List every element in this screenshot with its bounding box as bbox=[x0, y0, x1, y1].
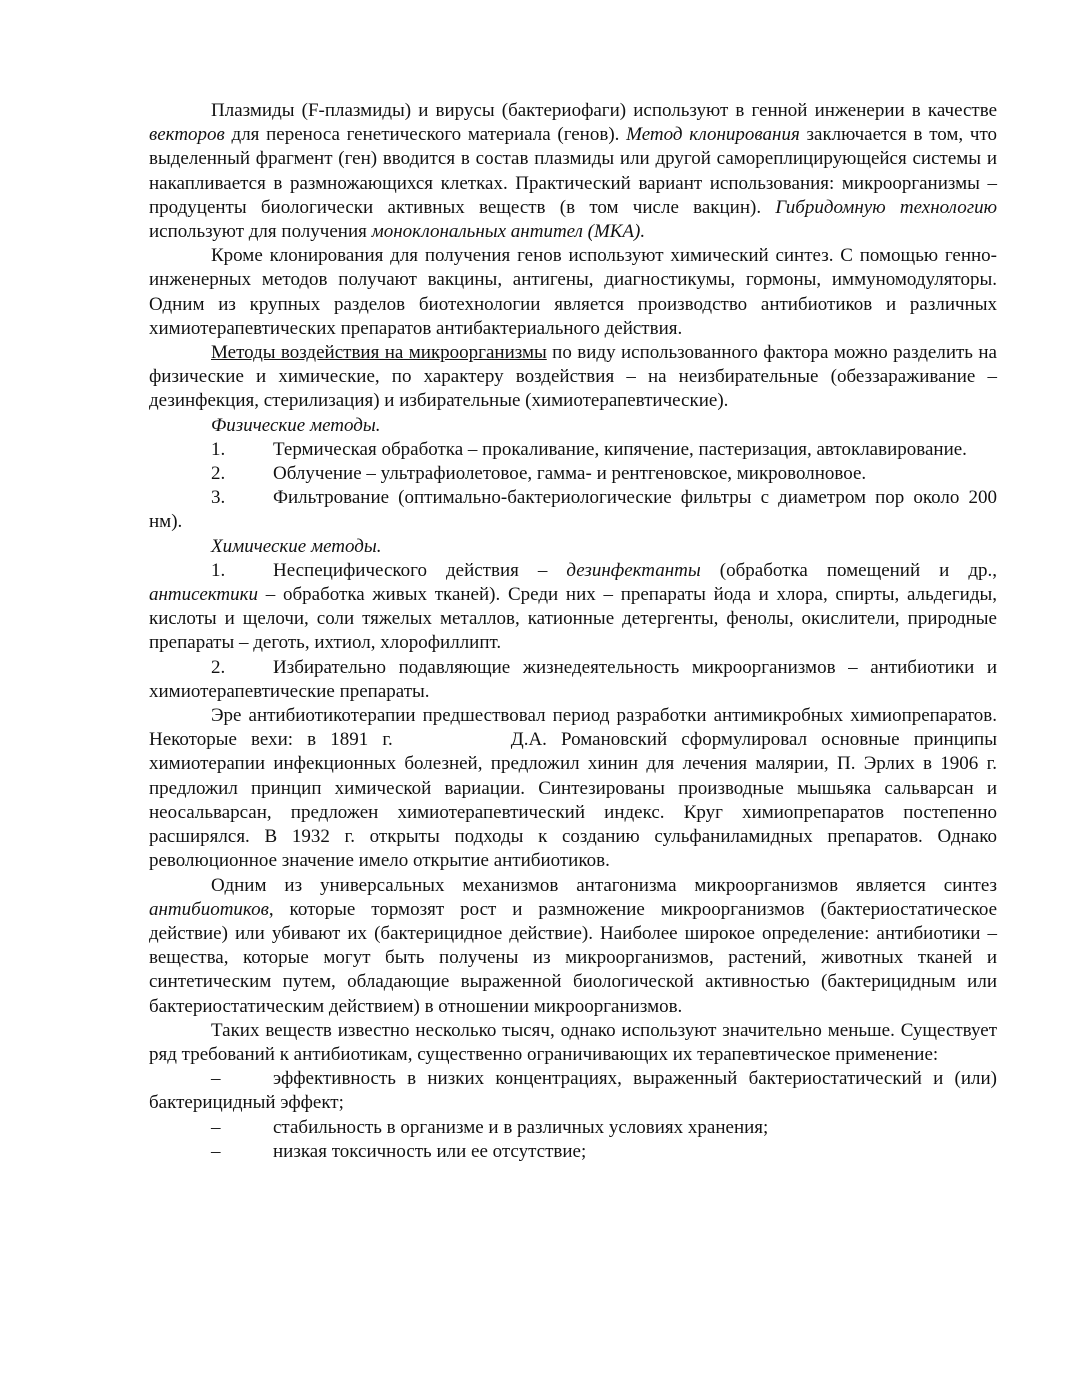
list-text: Термическая обработка – прокаливание, кипячение, пастеризация, автоклавирование. bbox=[273, 438, 967, 460]
text-run: Плазмиды (F-плазмиды) и вирусы (бактериофаги) используют в генной инженерии в качестве bbox=[211, 100, 997, 121]
list-text: эффективность в низких концентрациях, выраженный бактериостатический и (или) бактерицидный эффект; bbox=[149, 1068, 997, 1114]
italic-term: Гибридомную технологию bbox=[775, 196, 997, 218]
dash-marker: – bbox=[211, 1116, 221, 1138]
list-item bbox=[149, 462, 997, 486]
dash-list-item bbox=[149, 1116, 997, 1140]
heading-physical-methods: Физические методы. bbox=[211, 414, 381, 436]
list-text: Облучение – ультрафиолетовое, гамма- и рентгеновское, микроволновое. bbox=[273, 463, 867, 485]
text-run: используют для получения bbox=[149, 221, 372, 243]
italic-term: дезинфектанты bbox=[566, 559, 701, 581]
paragraph-plasmids bbox=[149, 99, 997, 244]
text-run: для переноса генетического материала (генов). bbox=[224, 124, 627, 146]
text-run: Неспецифического действия – bbox=[273, 559, 567, 581]
paragraph-antibiotics bbox=[149, 874, 997, 1019]
list-number: 1. bbox=[211, 438, 226, 460]
underlined-term: Методы воздействия на микроорганизмы bbox=[211, 342, 547, 364]
dash-list-item bbox=[149, 1067, 997, 1115]
dash-marker: – bbox=[211, 1068, 221, 1090]
italic-term: антибиотиков bbox=[149, 898, 269, 920]
italic-term: векторов bbox=[149, 124, 225, 146]
list-number: 2. bbox=[211, 463, 226, 485]
text-run: – обработка живых тканей). Среди них – препараты йода и хлора, спирты, альдегиды, кислоты и щелочи, соли тяжелых металлов, катионные детергенты, фенолы, окислители, природные препараты – деготь, ихтиол, хлорофиллипт. bbox=[149, 584, 997, 654]
list-text: Фильтрование (оптимально-бактериологические фильтры с диаметром пор около 200 нм). bbox=[149, 487, 997, 533]
heading-chemical-methods: Химические методы. bbox=[211, 535, 382, 557]
paragraph-methods bbox=[149, 341, 997, 414]
list-text: Избирательно подавляющие жизнедеятельность микроорганизмов – антибиотики и химиотерапевтические препараты. bbox=[149, 656, 997, 702]
list-text: стабильность в организме и в различных условиях хранения; bbox=[273, 1116, 769, 1138]
italic-term: Метод клонирования bbox=[626, 124, 800, 146]
text-run: (обработка помещений и др., bbox=[700, 559, 997, 581]
paragraph-requirements: Таких веществ известно несколько тысяч, однако используют значительно меньше. Существует ряд требований к антибиотикам, существенно ограничивающих их терапевтическое применение: bbox=[149, 1019, 997, 1065]
dash-list-item bbox=[149, 1140, 997, 1164]
list-number: 2. bbox=[211, 656, 226, 678]
list-item bbox=[149, 438, 997, 462]
list-number: 1. bbox=[211, 559, 226, 581]
paragraph-cloning: Кроме клонирования для получения генов используют химический синтез. С помощью генно-инженерных методов получают вакцины, антигены, диагностикумы, гормоны, иммуномодуляторы. Одним из крупных разделов биотехнологии является производство антибиотиков и различных химиотерапевтических препаратов антибактериального действия. bbox=[149, 245, 997, 339]
text-run: Одним из универсальных механизмов антагонизма микроорганизмов является синтез bbox=[211, 874, 997, 896]
list-number: 3. bbox=[211, 487, 226, 509]
list-item bbox=[149, 559, 997, 656]
document-page bbox=[149, 99, 997, 1164]
text-run: по виду использованного фактора можно разделить на физические и химические, по характеру воздействия – на неизбирательные (обеззараживание – дезинфекция, стерилизация) и избирательные (химиотерапевтические). bbox=[149, 342, 997, 412]
text-run: , которые тормозят рост и размножение микроорганизмов (бактериостатическое действие) или убивают их (бактерицидное действие). Наиболее широкое определение: антибиотики – вещества, которые могут быть получены из микроорганизмов, растений, животных тканей и синтетическим путем, обладающие выраженной биологической активностью (бактерицидным или бактериостатическим действием) в отношении микроорганизмов. bbox=[149, 898, 997, 1017]
text-run: заключается в том, что выделенный фрагмент (ген) вводится в состав плазмиды или другой самореплицирующейся системы и накапливается в размножающихся клетках. Практический вариант использования: микроорганизмы – продуценты биологически активных веществ (в том числе вакцин). bbox=[149, 124, 997, 218]
dash-marker: – bbox=[211, 1140, 221, 1162]
list-item bbox=[149, 656, 997, 704]
list-item bbox=[149, 486, 997, 534]
italic-term: моноклональных антител (МКА). bbox=[371, 221, 646, 243]
paragraph-history bbox=[149, 704, 997, 873]
italic-term: антисектики bbox=[149, 584, 259, 606]
list-text: низкая токсичность или ее отсутствие; bbox=[273, 1140, 587, 1162]
text-run: Эре антибиотикотерапии предшествовал период разработки антимикробных химиопрепаратов. Некоторые вехи: в 1891 г. bbox=[149, 705, 997, 751]
text-run: Д.А. Романовский сформулировал основные принципы химиотерапии инфекционных болезней, предложил хинин для лечения малярии, П. Эрлих в 1906 г. предложил принцип химической вариации. Синтезированы производные мышьяка сальварсан и неосальварсан, предложен химиотерапевтический индекс. Круг химиопрепаратов постепенно расширялся. В 1932 г. открыты подходы к созданию сульфаниламидных препаратов. Однако революционное значение имело открытие антибиотиков. bbox=[149, 729, 997, 872]
